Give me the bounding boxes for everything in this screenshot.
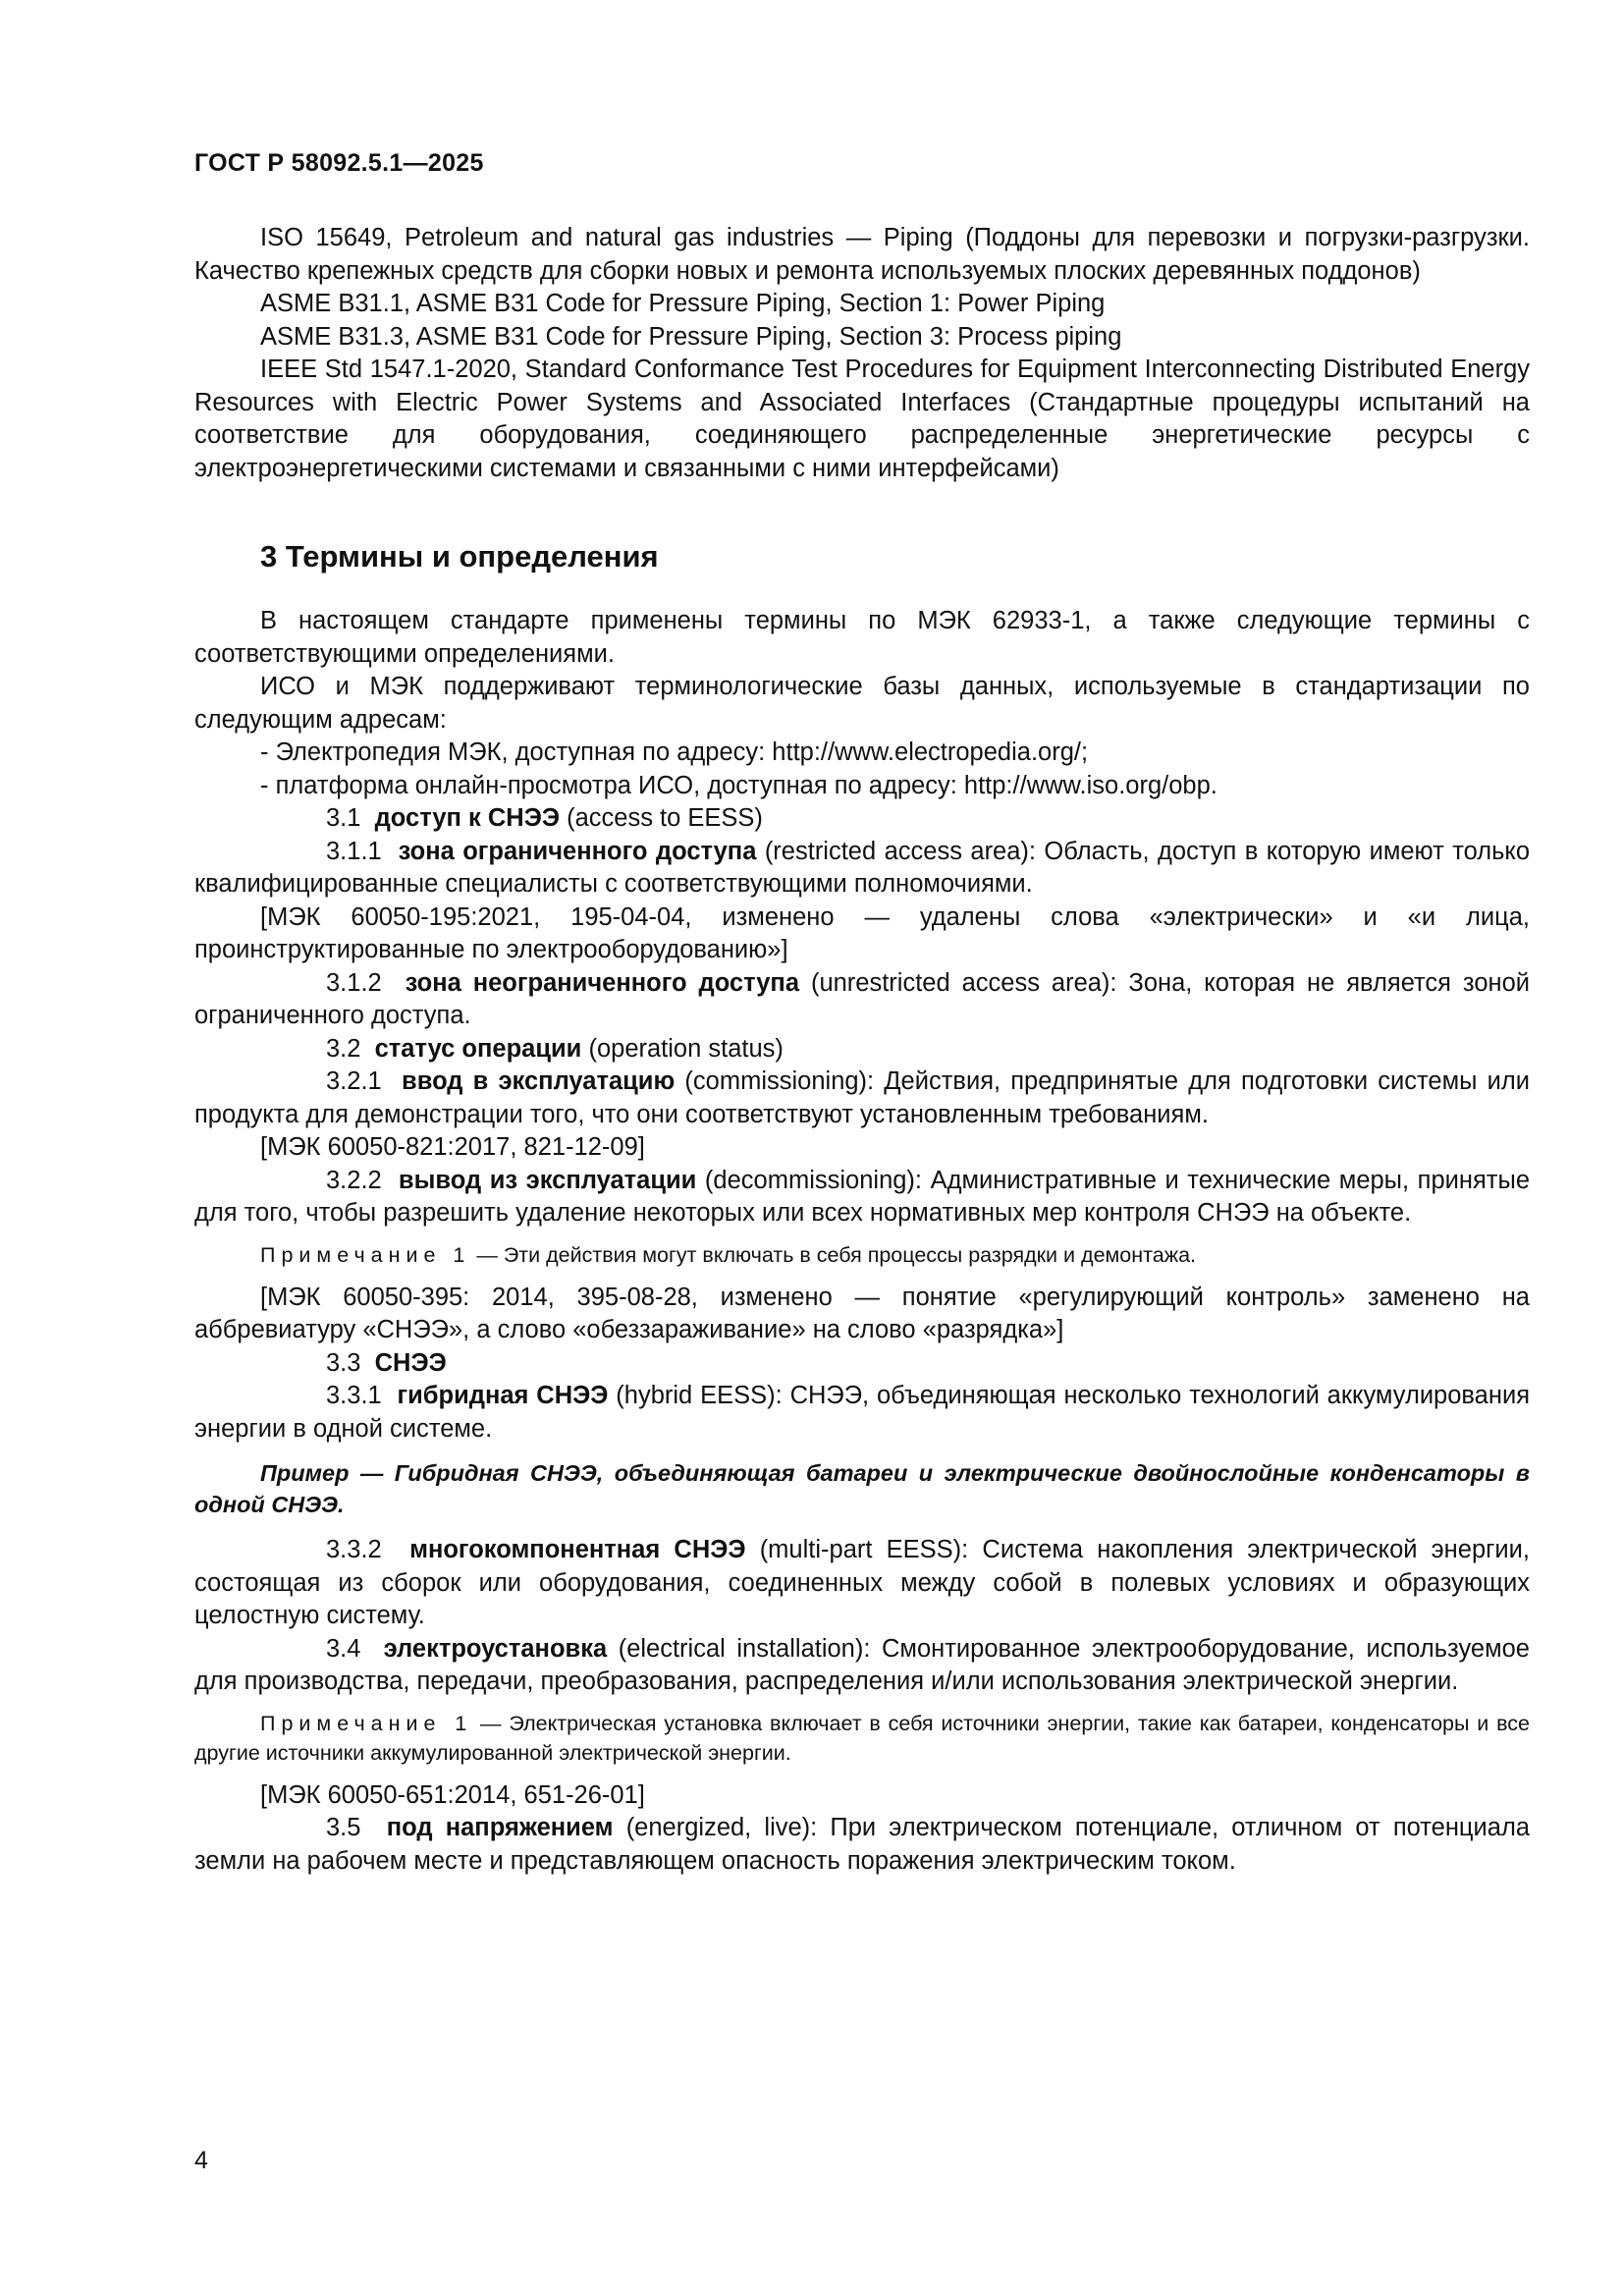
term-entry-3-1 [194, 802, 1530, 836]
term-number: 3.5 [326, 1814, 361, 1841]
term-definition: (unrestricted access area): Зона, которая не является зоной ограниченного доступа. [194, 968, 1531, 1029]
term-number: 3.1.1 [326, 837, 382, 865]
reference-item: ISO 15649, Petroleum and natural gas industries — Piping (Поддоны для перевозки и погрузки-разгрузки. Качество крепежных средств для сборки новых и ремонта используемых плоских деревянных поддонов) [194, 224, 1530, 285]
term-entry-3-2-1 [194, 1066, 1530, 1131]
term-entry-3-2 [194, 1033, 1530, 1066]
term-number: 3.4 [326, 1634, 361, 1663]
reference-item: ASME B31.1, ASME B31 Code for Pressure Piping, Section 1: Power Piping [260, 290, 1106, 317]
term-name: статус операции [374, 1034, 582, 1063]
term-name: под напряжением [386, 1814, 614, 1841]
term-entry-3-3-2 [194, 1534, 1530, 1633]
note-label: Примечание 1 [260, 1242, 471, 1267]
intro-paragraph: ИСО и МЭК поддерживают терминологические базы данных, используемые в стандартизации по следующим адресам: [194, 673, 1530, 734]
term-number: 3.3 [326, 1348, 361, 1377]
intro-paragraph: В настоящем стандарте применены термины по МЭК 62933-1, а также следующие термины с соответствующими определениями. [194, 607, 1530, 668]
term-entry-3-3-1 [194, 1380, 1530, 1446]
term-name: зона неограниченного доступа [405, 968, 800, 997]
term-definition: (decommissioning): Административные и технические меры, принятые для того, чтобы разрешить удаление некоторых или всех нормативных мер контроля СНЭЭ на объекте. [194, 1166, 1531, 1227]
term-name: вывод из эксплуатации [398, 1166, 697, 1194]
term-number: 3.2 [326, 1034, 361, 1063]
term-definition: (energized, live): При электрическом потенциале, отличном от потенциала земли на рабочем месте и представляющем опасность поражения электрическим током. [194, 1814, 1531, 1875]
term-definition: (hybrid EESS): СНЭЭ, объединяющая несколько технологий аккумулирования энергии в одной системе. [194, 1382, 1531, 1443]
term-name: СНЭЭ [374, 1348, 447, 1377]
term-source: [МЭК 60050-821:2017, 821-12-09] [260, 1133, 645, 1161]
term-number: 3.3.2 [326, 1536, 382, 1563]
term-entry-3-5 [194, 1812, 1530, 1878]
note-text: — Электрическая установка включает в себя источники энергии, такие как батареи, конденсаторы и все другие источники аккумулированной электрической энергии. [194, 1711, 1530, 1765]
section-title: 3 Термины и определения [260, 539, 659, 574]
term-name: электроустановка [383, 1634, 608, 1663]
term-source: [МЭК 60050-195:2021, 195-04-04, изменено — удалены слова «электрически» и «и лица, проинструктированные по электрооборудованию»] [194, 902, 1530, 963]
term-number: 3.1 [326, 804, 361, 832]
term-name: многокомпонентная СНЭЭ [409, 1536, 746, 1563]
term-source: [МЭК 60050-395: 2014, 395-08-28, изменено — понятие «регулирующий контроль» заменено на аббревиатуру «СНЭЭ», а слово «обеззараживание» на слово «разрядка»] [194, 1283, 1530, 1343]
term-definition: (access to EESS) [560, 804, 763, 832]
term-example: Пример — Гибридная СНЭЭ, объединяющая батареи и электрические двойнослойные конденсаторы в одной СНЭЭ. [194, 1460, 1530, 1517]
term-number: 3.3.1 [326, 1382, 382, 1409]
term-definition: (commissioning): Действия, предпринятые для подготовки системы или продукта для демонстрации того, что они соответствуют установленным требованиям. [194, 1067, 1530, 1128]
document-code-header: ГОСТ Р 58092.5.1—2025 [194, 149, 484, 177]
intro-list-item: - Электропедия МЭК, доступная по адресу: http://www.electropedia.org/; [260, 738, 1089, 766]
term-name: доступ к СНЭЭ [374, 804, 560, 832]
reference-item: ASME B31.3, ASME B31 Code for Pressure Piping, Section 3: Process piping [260, 322, 1122, 351]
term-definition: (operation status) [581, 1034, 784, 1063]
term-definition: (electrical installation): Смонтированное электрооборудование, используемое для производства, передачи, преобразования, распределения и/или использования электрической энергии. [194, 1634, 1530, 1695]
term-number: 3.2.2 [326, 1166, 382, 1194]
intro-list-item: - платформа онлайн-просмотра ИСО, доступная по адресу: http://www.iso.org/obp. [260, 771, 1217, 799]
term-note [194, 1709, 1530, 1768]
term-number: 3.2.1 [326, 1067, 382, 1095]
references-list [194, 222, 1530, 485]
page-body [194, 222, 1530, 1878]
term-entry-3-4 [194, 1633, 1530, 1699]
term-entry-3-1-1 [194, 836, 1530, 902]
term-definition: (multi-part EESS): Система накопления электрической энергии, состоящая из сборок или оборудования, соединенных между собой в полевых условиях и образующих целостную систему. [194, 1536, 1530, 1629]
term-entry-3-3 [194, 1347, 1530, 1381]
term-definition: (restricted access area): Область, доступ в которую имеют только квалифицированные специалисты с соответствующими полномочиями. [194, 837, 1530, 898]
term-entry-3-2-2 [194, 1165, 1530, 1230]
note-label: Примечание 1 [260, 1711, 473, 1735]
term-entry-3-1-2 [194, 967, 1530, 1033]
term-note [194, 1240, 1530, 1270]
term-number: 3.1.2 [326, 968, 382, 997]
term-source: [МЭК 60050-651:2014, 651-26-01] [260, 1780, 645, 1809]
term-name: зона ограниченного доступа [398, 837, 757, 865]
page-number: 4 [194, 2147, 208, 2174]
term-name: гибридная СНЭЭ [397, 1382, 609, 1409]
reference-item: IEEE Std 1547.1-2020, Standard Conformance Test Procedures for Equipment Interconnecting Distributed Energy Resources with Electric Power Systems and Associated Interfaces (Стандартные процедуры испытаний на соответствие для оборудования, соединяющего распределенные энергетические ресурсы с электроэнергетическими системами и связанными с ними интерфейсами) [194, 355, 1530, 482]
term-name: ввод в эксплуатацию [402, 1067, 676, 1095]
note-text: — Эти действия могут включать в себя процессы разрядки и демонтажа. [470, 1242, 1197, 1267]
